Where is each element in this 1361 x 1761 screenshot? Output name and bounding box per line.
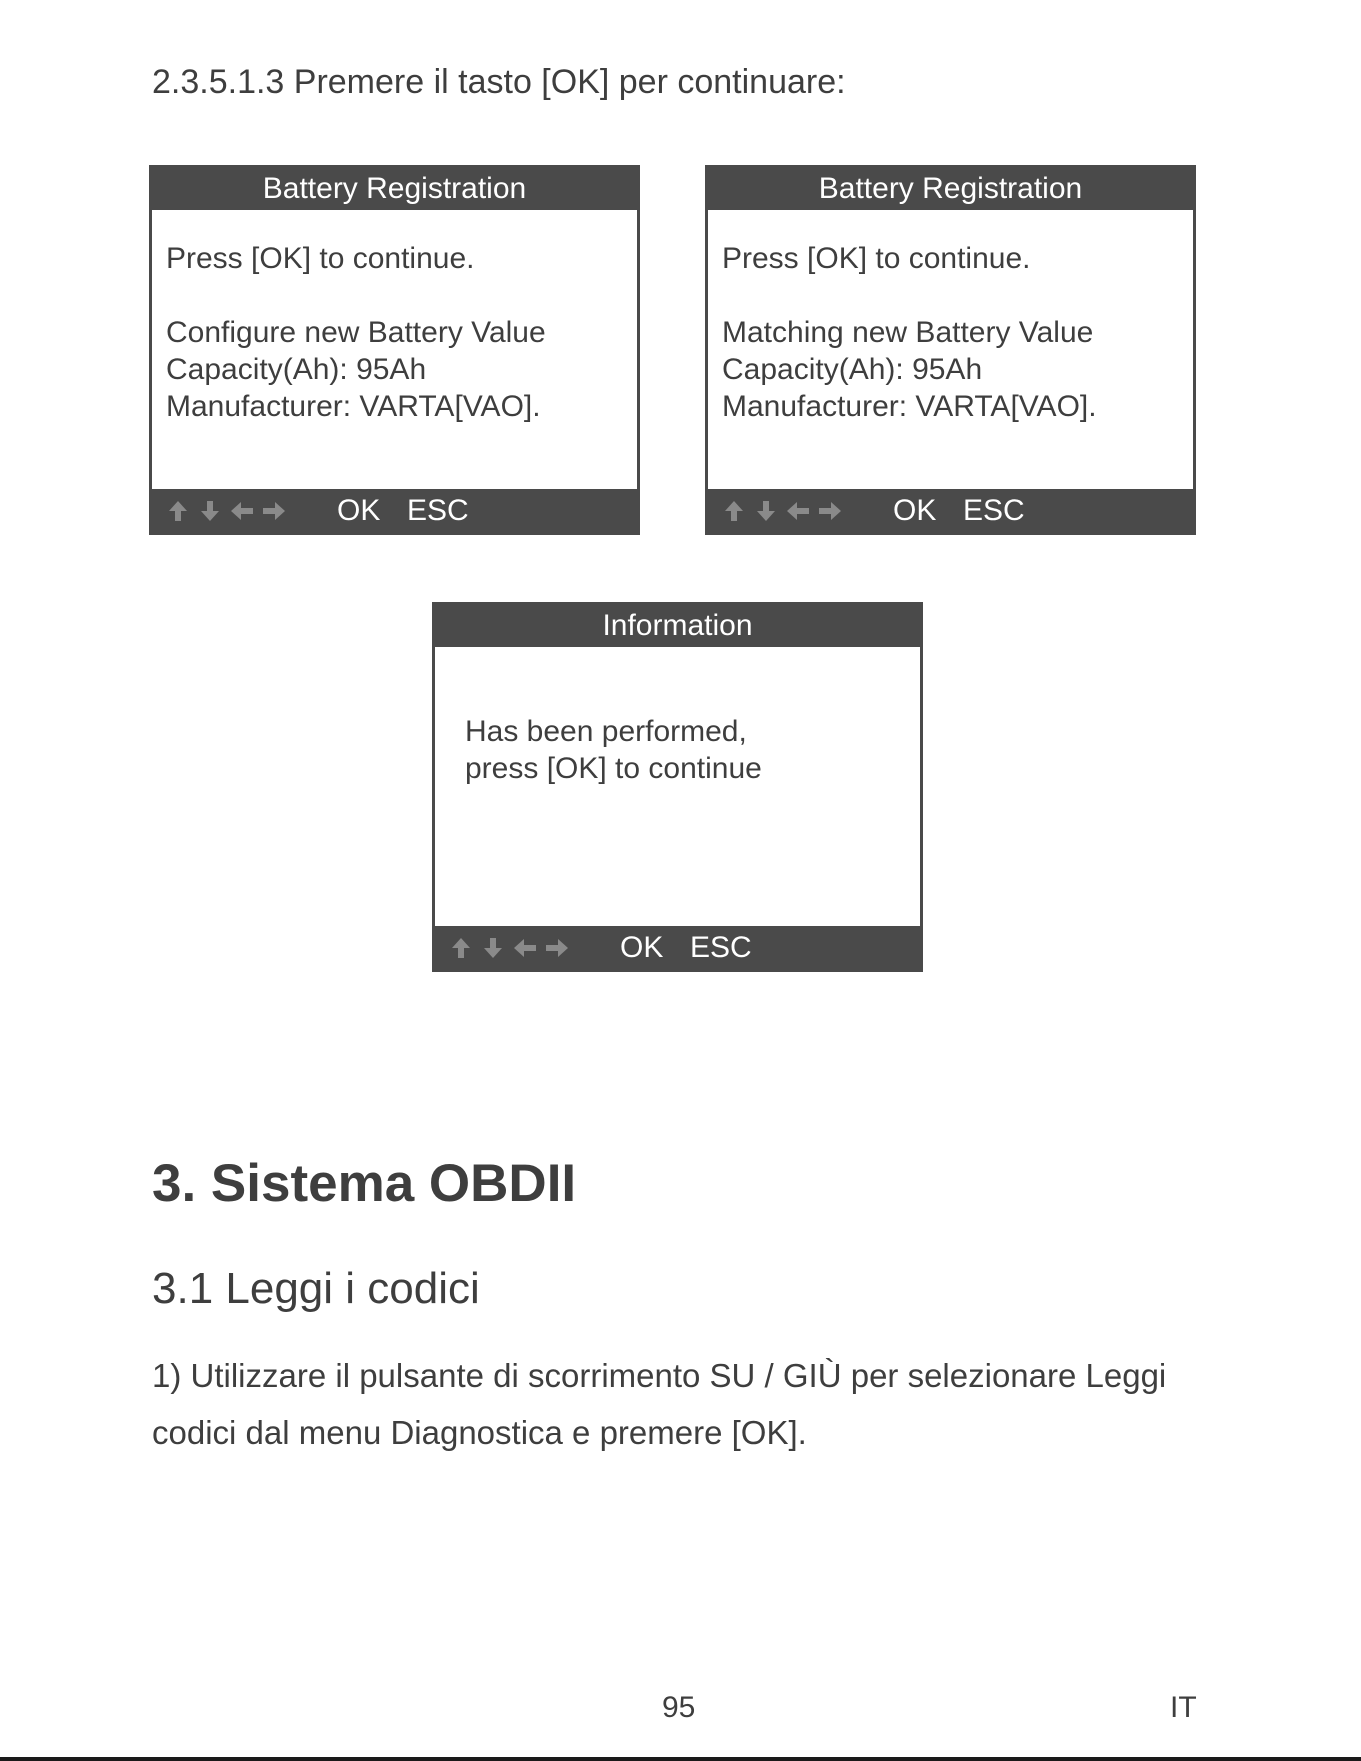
information-screen (432, 602, 923, 972)
screen-line: Has been performed, (465, 715, 747, 748)
page-number: 95 (662, 1691, 696, 1724)
screen-title: Battery Registration (708, 168, 1193, 210)
arrow-down-icon (752, 497, 780, 525)
screen-line: Manufacturer: VARTA[VAO]. (722, 390, 1097, 423)
nav-arrows (447, 934, 571, 962)
bottom-rule (0, 1757, 1361, 1761)
screen-line: Press [OK] to continue. (722, 242, 1031, 275)
section-title: 3. Sistema OBDII (152, 1154, 577, 1213)
screen-line: Configure new Battery Value (166, 316, 546, 349)
arrow-up-icon (164, 497, 192, 525)
nav-arrows (164, 497, 288, 525)
ok-key-label: OK (337, 494, 381, 527)
screen-line: Matching new Battery Value (722, 316, 1094, 349)
arrow-up-icon (447, 934, 475, 962)
ok-key-label: OK (620, 931, 664, 964)
arrow-right-icon (543, 934, 571, 962)
instruction-paragraph: 1) Utilizzare il pulsante di scorrimento SU / GIÙ per selezionare Leggi codici dal menu Diagnostica e premere [OK]. (152, 1357, 1167, 1451)
ok-key-label: OK (893, 494, 937, 527)
battery-registration-screen-matching (705, 165, 1196, 535)
arrow-up-icon (720, 497, 748, 525)
screen-footer (708, 489, 1193, 532)
arrow-right-icon (816, 497, 844, 525)
esc-key-label: ESC (690, 931, 752, 964)
screen-body (722, 240, 1183, 425)
esc-key-label: ESC (407, 494, 469, 527)
screen-line: Capacity(Ah): 95Ah (722, 353, 983, 386)
screen-title: Battery Registration (152, 168, 637, 210)
subsection-title: 3.1 Leggi i codici (152, 1264, 480, 1313)
arrow-down-icon (196, 497, 224, 525)
arrow-down-icon (479, 934, 507, 962)
arrow-left-icon (511, 934, 539, 962)
arrow-right-icon (260, 497, 288, 525)
screen-line: Manufacturer: VARTA[VAO]. (166, 390, 541, 423)
arrow-left-icon (784, 497, 812, 525)
screen-body (166, 240, 627, 425)
nav-arrows (720, 497, 844, 525)
arrow-left-icon (228, 497, 256, 525)
screen-line: press [OK] to continue (465, 752, 762, 785)
screen-line: Capacity(Ah): 95Ah (166, 353, 427, 386)
language-code: IT (1170, 1691, 1197, 1724)
screen-footer (435, 926, 920, 969)
step-heading: 2.3.5.1.3 Premere il tasto [OK] per continuare: (152, 63, 846, 101)
esc-key-label: ESC (963, 494, 1025, 527)
screen-body (465, 713, 910, 787)
battery-registration-screen-configure (149, 165, 640, 535)
screen-title: Information (435, 605, 920, 647)
screen-line: Press [OK] to continue. (166, 242, 475, 275)
screen-footer (152, 489, 637, 532)
